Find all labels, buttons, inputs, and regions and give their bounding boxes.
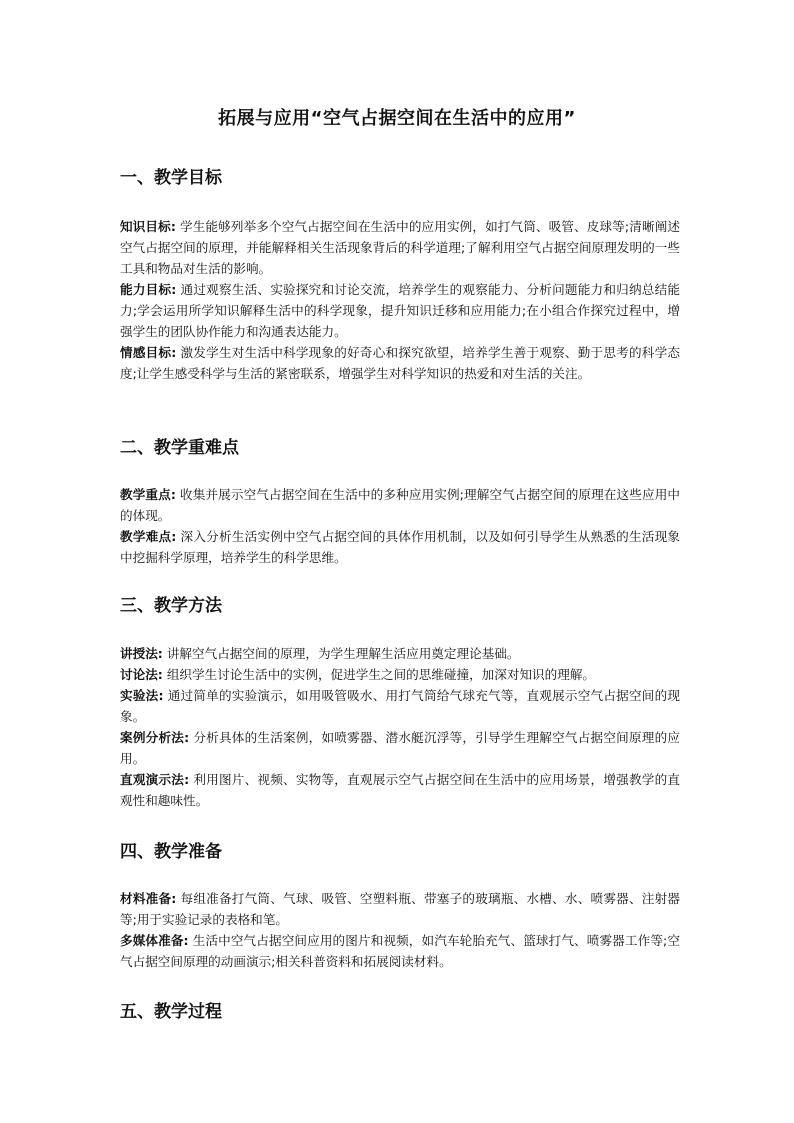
section-teaching-preparation-body — [120, 888, 680, 972]
paragraph-label: 讨论法: — [120, 667, 163, 682]
paragraph-text: 深入分析生活实例中空气占据空间的具体作用机制，以及如何引导学生从熟悉的生活现象中挖掘科学原理，培养学生的科学思维。 — [120, 529, 680, 565]
section-teaching-preparation — [120, 840, 680, 864]
section-teaching-objectives — [120, 166, 680, 190]
paragraph-text: 分析具体的生活案例，如喷雾器、潜水艇沉浮等，引导学生理解空气占据空间原理的应用。 — [120, 730, 680, 766]
paragraph-text: 利用图片、视频、实物等，直观展示空气占据空间在生活中的应用场景，增强教学的直观性和趣味性。 — [120, 772, 680, 808]
section-heading: 五、教学过程 — [120, 1002, 222, 1022]
paragraph-lecture-method — [120, 643, 680, 664]
paragraph-label: 多媒体准备: — [120, 933, 189, 948]
section-teaching-process — [120, 1000, 680, 1024]
document-title: 拓展与应用“空气占据空间在生活中的应用” — [218, 108, 576, 129]
paragraph-text: 收集并展示空气占据空间在生活中的多种应用实例;理解空气占据空间的原理在这些应用中的体现。 — [120, 487, 680, 523]
paragraph-case-analysis-method — [120, 727, 680, 769]
section-teaching-methods — [120, 594, 680, 618]
paragraph-discussion-method — [120, 664, 680, 685]
paragraph-label: 讲授法: — [120, 646, 163, 661]
paragraph-label: 能力目标: — [120, 282, 177, 297]
paragraph-text: 组织学生讨论生活中的实例，促进学生之间的思维碰撞，加深对知识的理解。 — [162, 667, 596, 682]
paragraph-label: 实验法: — [120, 688, 164, 703]
paragraph-label: 情感目标: — [120, 345, 177, 360]
paragraph-ability-objective — [120, 279, 680, 342]
paragraph-difficult-point — [120, 526, 680, 568]
section-heading: 三、教学方法 — [120, 596, 222, 616]
paragraph-demonstration-method — [120, 769, 680, 811]
paragraph-text: 讲解空气占据空间的原理，为学生理解生活应用奠定理论基础。 — [162, 646, 520, 661]
paragraph-label: 知识目标: — [120, 219, 176, 234]
section-key-difficult-points-body — [120, 484, 680, 568]
section-heading: 一、教学目标 — [120, 168, 222, 188]
paragraph-label: 材料准备: — [120, 891, 177, 906]
section-heading: 二、教学重难点 — [120, 438, 239, 458]
section-key-difficult-points — [120, 436, 680, 460]
paragraph-text: 通过简单的实验演示，如用吸管吸水、用打气筒给气球充气等，直观展示空气占据空间的现象。 — [120, 688, 680, 724]
paragraph-label: 教学难点: — [120, 529, 177, 544]
section-heading: 四、教学准备 — [120, 842, 222, 862]
paragraph-text: 学生能够列举多个空气占据空间在生活中的应用实例，如打气筒、吸管、皮球等;清晰阐述空气占据空间的原理，并能解释相关生活现象背后的科学道理;了解利用空气占据空间原理发明的一些工具和物品对生活的影响。 — [120, 219, 680, 276]
paragraph-text: 通过观察生活、实验探究和讨论交流，培养学生的观察能力、分析问题能力和归纳总结能力;学会运用所学知识解释生活中的科学现象，提升知识迁移和应用能力;在小组合作探究过程中，增强学生的团队协作能力和沟通表达能力。 — [120, 282, 680, 339]
paragraph-text: 生活中空气占据空间应用的图片和视频，如汽车轮胎充气、篮球打气、喷雾器工作等;空气占据空间原理的动画演示;相关科普资料和拓展阅读材料。 — [120, 933, 680, 969]
paragraph-label: 直观演示法: — [120, 772, 190, 787]
paragraph-text: 激发学生对生活中科学现象的好奇心和探究欲望，培养学生善于观察、勤于思考的科学态度;让学生感受科学与生活的紧密联系，增强学生对科学知识的热爱和对生活的关注。 — [120, 345, 680, 381]
section-teaching-objectives-body — [120, 216, 680, 384]
paragraph-label: 教学重点: — [120, 487, 176, 502]
paragraph-knowledge-objective — [120, 216, 680, 279]
paragraph-text: 每组准备打气筒、气球、吸管、空塑料瓶、带塞子的玻璃瓶、水槽、水、喷雾器、注射器等;用于实验记录的表格和笔。 — [120, 891, 680, 927]
paragraph-material-preparation — [120, 888, 680, 930]
paragraph-multimedia-preparation — [120, 930, 680, 972]
paragraph-experiment-method — [120, 685, 680, 727]
section-teaching-methods-body — [120, 643, 680, 811]
paragraph-emotion-objective — [120, 342, 680, 384]
paragraph-label: 案例分析法: — [120, 730, 190, 745]
paragraph-key-point — [120, 484, 680, 526]
